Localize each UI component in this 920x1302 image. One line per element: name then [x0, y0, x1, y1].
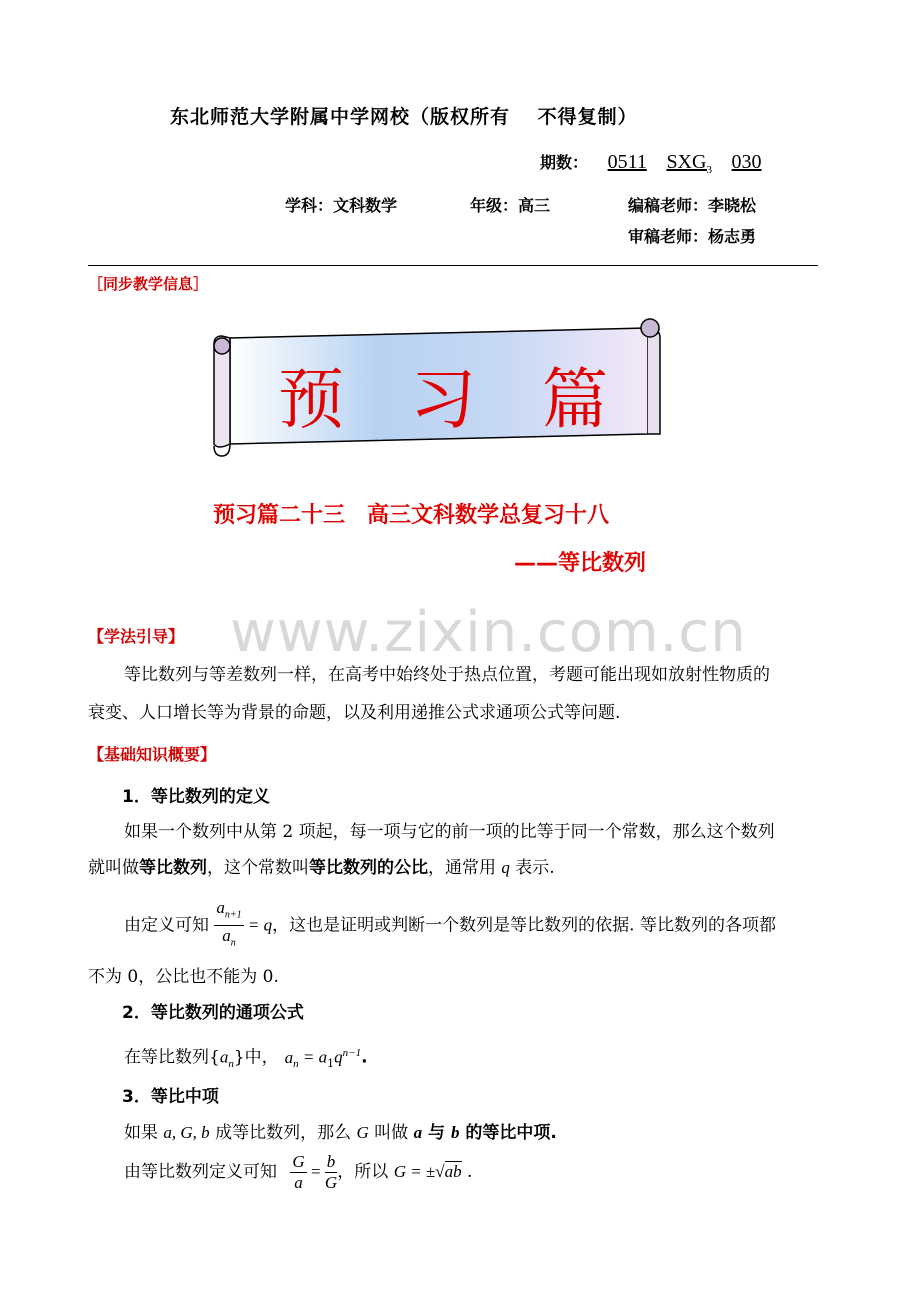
issue-number-3: 030	[731, 151, 762, 173]
issue-number-1: 0511	[607, 151, 647, 173]
s3-line-1: 如果 a, G, b 成等比数列，那么 G 叫做 a 与 b 的等比中项.	[124, 1123, 557, 1143]
s1-line-2: 就叫做等比数列，这个常数叫等比数列的公比，通常用 q 表示.	[88, 858, 555, 878]
sync-tag: ［同步教学信息］	[88, 275, 209, 293]
s1-line-4: 不为 0，公比也不能为 0.	[88, 967, 279, 987]
page-header-title: 东北师范大学附属中学网校（版权所有 不得复制）	[170, 106, 638, 128]
issue-line	[540, 150, 762, 176]
ratio-fraction: $\frac{a_{n+1}}{a_n}$	[216, 898, 242, 949]
b-over-g-fraction: $\frac{b}{G}$	[324, 1152, 338, 1192]
section-1-title: 1．等比数列的定义	[122, 787, 270, 807]
g-over-a-fraction: $\frac{G}{a}$	[292, 1152, 305, 1192]
banner-text: 预 习 篇	[278, 361, 608, 438]
s2-line-1: 在等比数列$\{a_n\}$中， $a_n = a_1q^{n-1}$.	[124, 1047, 368, 1071]
issue-label: 期数：	[540, 153, 589, 172]
guide-tag: 【学法引导】	[88, 627, 185, 646]
header-rule	[88, 265, 818, 266]
guide-paragraph-line-2: 衰变、人口增长等为背景的命题，以及利用递推公式求通项公式等问题.	[88, 703, 621, 723]
lesson-title: 预习篇二十三 高三文科数学总复习十八	[213, 503, 610, 528]
issue-number-2: $SXG_3$	[666, 151, 712, 176]
reviewer-label: 审稿老师：杨志勇	[628, 227, 757, 246]
s1-line-1: 如果一个数列中从第 2 项起，每一项与它的前一项的比等于同一个常数，那么这个数列	[124, 822, 775, 842]
subject-label: 学科：文科数学	[285, 196, 398, 215]
editor-label: 编稿老师：李晓松	[628, 196, 757, 215]
scroll-banner	[208, 316, 664, 458]
grade-label: 年级：高三	[470, 196, 551, 215]
watermark: www.zixin.com.cn	[230, 600, 747, 665]
lesson-subtitle: ——等比数列	[514, 551, 647, 576]
s1-line-3: 由定义可知 $\frac{a_{n+1}}{a_n}$ = q，这也是证明或判断一个数列是等比数列的依据. 等比数列的各项都	[124, 898, 776, 954]
section-2-title: 2．等比数列的通项公式	[122, 1003, 304, 1023]
section-3-title: 3．等比中项	[122, 1087, 219, 1107]
guide-paragraph-line-1: 等比数列与等差数列一样，在高考中始终处于热点位置，考题可能出现如放射性物质的	[124, 665, 770, 685]
basic-knowledge-tag: 【基础知识概要】	[88, 745, 217, 764]
s3-line-2: 由等比数列定义可知 $\frac{G}{a}$ = $\frac{b}{G}$ ，所以 G = ±√ab .	[124, 1152, 473, 1192]
